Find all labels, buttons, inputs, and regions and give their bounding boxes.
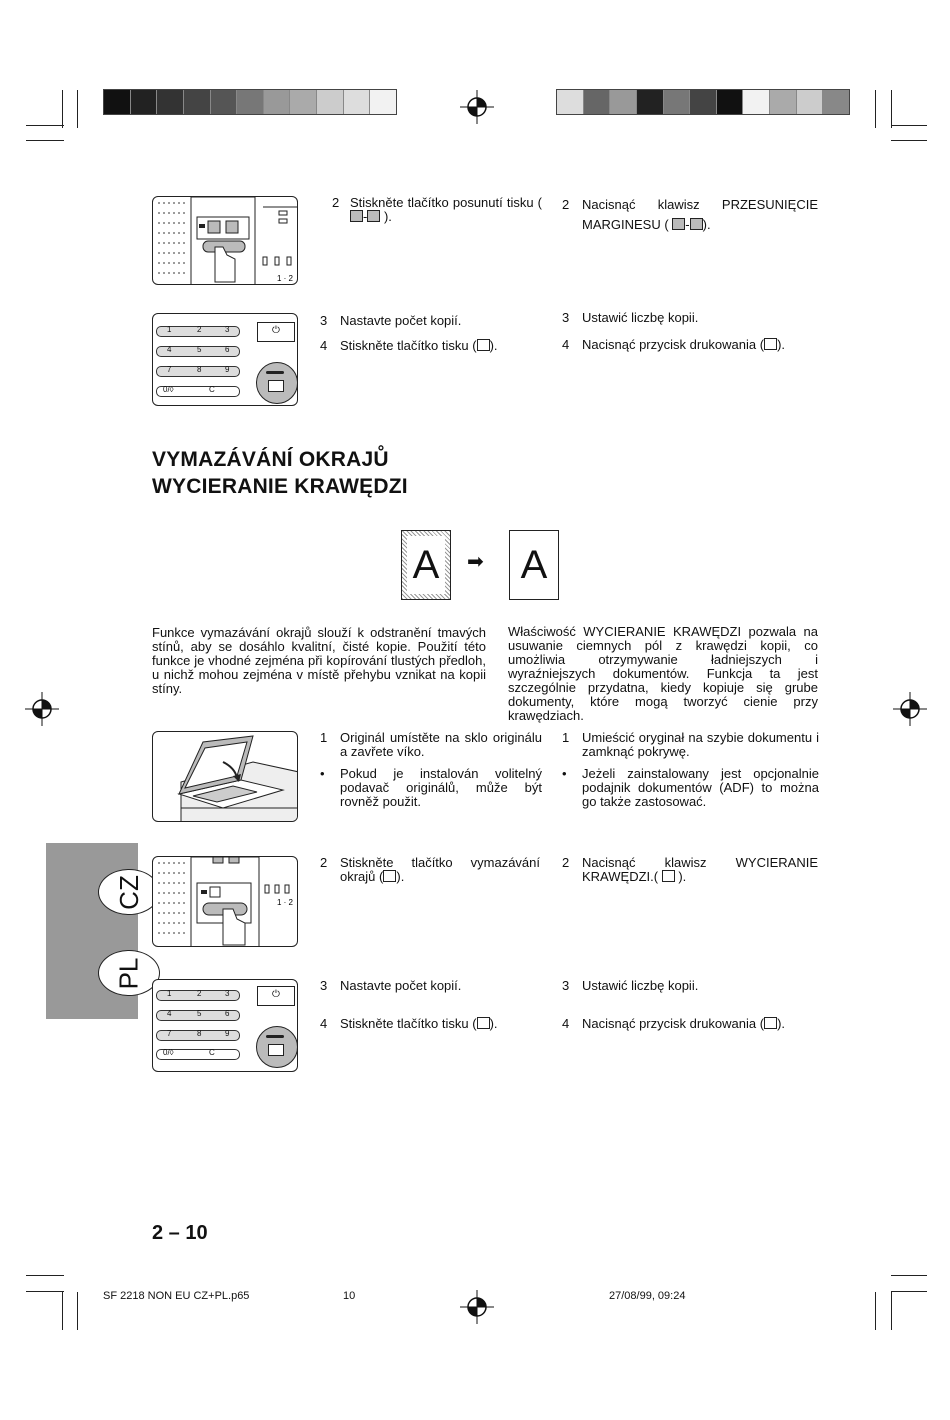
step-text-end: ). — [678, 869, 687, 884]
step-text-end: ). — [702, 217, 711, 232]
step-text-end: ). — [777, 1016, 786, 1031]
step-number: 3 — [562, 310, 570, 325]
calibration-swatch — [264, 90, 291, 114]
step-text: Nacisnąć klawisz WYCIERANIE KRAWĘDZI.( — [582, 855, 818, 884]
calibration-swatch — [770, 90, 797, 114]
margin-shift-icon — [367, 210, 380, 222]
print-icon — [764, 338, 777, 350]
bullet-icon: • — [320, 766, 325, 781]
calibration-swatch — [290, 90, 317, 114]
step-text-end: ). — [396, 869, 405, 884]
step-text: Nacisnąć klawisz PRZESUNIĘCIE MARGINESU ( — [582, 197, 818, 232]
svg-text:1 · 2: 1 · 2 — [277, 898, 294, 907]
step-text: Stiskněte tlačítko posunutí tisku ( — [350, 195, 542, 210]
cz-step-2-edge-erase — [320, 856, 540, 884]
section-title-cz: VYMAZÁVÁNÍ OKRAJŮ — [152, 448, 389, 471]
step-text-end: ). — [383, 209, 392, 224]
calibration-swatch — [211, 90, 238, 114]
language-side-tab — [46, 843, 144, 1019]
edge-erase-after-diagram — [509, 530, 559, 600]
section-title-pl: WYCIERANIE KRAWĘDZI — [152, 475, 408, 498]
step-text-end: ). — [777, 337, 786, 352]
pl-bullet-feeder — [562, 767, 819, 809]
calibration-swatch — [344, 90, 371, 114]
edge-erase-icon — [383, 870, 396, 882]
intro-pl: Właściwość WYCIERANIE KRAWĘDZI pozwala na usuwanie ciemnych pól z krawędzi kopii, co umożliwia otrzymywanie ładniejszych i wyraźniejszych dokumentów. Funkcja ta jest szczególnie przydatna, kiedy kopiuje się grube dokumenty, które mogą tworzyć cienie przy krawędziach. — [508, 624, 818, 723]
keypad-row: 7 8 9 — [156, 366, 240, 377]
keypad-row: 1 2 3 — [156, 990, 240, 1001]
calibration-swatch — [557, 90, 584, 114]
step-number: 1 — [562, 730, 570, 745]
print-icon — [477, 339, 490, 351]
power-button-icon: ⏻ — [257, 986, 295, 1006]
step-number: 3 — [562, 978, 570, 993]
step-number: 2 — [562, 855, 570, 870]
step-number: 2 — [562, 197, 570, 212]
pl-step-3-copies — [562, 311, 818, 325]
step-text: Ustawić liczbę kopii. — [582, 978, 699, 993]
step-number: 2 — [320, 855, 328, 870]
cz-step-3-copies — [320, 979, 540, 993]
registration-mark-icon — [460, 90, 494, 124]
registration-mark-icon — [460, 1290, 494, 1324]
margin-shift-icon — [350, 210, 363, 222]
calibration-swatch — [610, 90, 637, 114]
step-text-end: ). — [489, 1016, 498, 1031]
calibration-swatch — [717, 90, 744, 114]
pl-step-3-copies — [562, 979, 818, 993]
calibration-swatch — [184, 90, 211, 114]
bullet-text: Pokud je instalován volitelný podavač originálů, může být rovněž použit. — [340, 766, 542, 809]
keypad-row: 0/◊ C — [156, 1049, 240, 1060]
pl-step-1-original — [562, 731, 819, 759]
step-number: 4 — [320, 1016, 328, 1031]
calibration-swatch — [823, 90, 849, 114]
print-icon — [477, 1017, 490, 1029]
calibration-swatch — [584, 90, 611, 114]
footer-page: 10 — [343, 1290, 356, 1302]
power-button-icon: ⏻ — [257, 322, 295, 342]
step-text: Nastavte počet kopií. — [340, 313, 462, 328]
step-text: Stiskněte tlačítko vymazávání okrajů ( — [340, 855, 540, 884]
bullet-icon: • — [562, 766, 567, 781]
step-number: 3 — [320, 313, 328, 328]
keypad-row: 1 2 3 — [156, 326, 240, 337]
calibration-swatch — [637, 90, 664, 114]
step-number: 3 — [320, 978, 328, 993]
calibration-swatch — [131, 90, 158, 114]
keypad-panel-illustration — [152, 313, 298, 406]
pl-step-2-margin-shift: 2 Nacisnąć klawisz PRZESUNIĘCIE MARGINESU ( - ). — [562, 197, 818, 232]
svg-text:1 · 2: 1 · 2 — [277, 274, 294, 283]
pl-step-2-edge-erase — [562, 856, 818, 884]
step-text: Ustawić liczbę kopii. — [582, 310, 699, 325]
step-text: Nacisnąć przycisk drukowania ( — [582, 1016, 765, 1031]
calibration-swatch — [317, 90, 344, 114]
calibration-swatch — [797, 90, 824, 114]
cz-step-3-copies — [320, 314, 540, 328]
keypad-row: 4 5 6 — [156, 1010, 240, 1021]
step-number: 4 — [320, 338, 328, 353]
arrow-icon: ➡ — [467, 551, 484, 573]
step-number: 2 — [332, 195, 340, 210]
pl-step-4-print — [562, 338, 818, 352]
calibration-swatch — [104, 90, 131, 114]
cz-step-4-print — [320, 339, 540, 353]
step-text: Nacisnąć przycisk drukowania ( — [582, 337, 765, 352]
footer-datetime: 27/08/99, 09:24 — [609, 1290, 686, 1302]
registration-mark-icon — [893, 692, 927, 726]
before-letter: A — [412, 543, 440, 587]
step-text: Stiskněte tlačítko tisku ( — [340, 338, 477, 353]
calibration-bar-left — [103, 89, 397, 115]
calibration-swatch — [237, 90, 264, 114]
step-text-end: ). — [489, 338, 498, 353]
cz-step-4-print — [320, 1017, 540, 1031]
cz-step-1-original — [320, 731, 542, 759]
copier-glass-illustration — [152, 731, 298, 822]
print-icon — [764, 1017, 777, 1029]
calibration-swatch — [157, 90, 184, 114]
step-number: 1 — [320, 730, 328, 745]
step-number: 4 — [562, 337, 570, 352]
language-tab-cz: CZ — [98, 869, 160, 915]
step-text: Originál umístěte na sklo originálu a zavřete víko. — [340, 730, 542, 759]
intro-cz: Funkce vymazávání okrajů slouží k odstranění tmavých stínů, aby se dosáhlo kvalitní, čisté kopie. Použití této funkce je vhodné zejména při kopírování tlustých předloh, u nichž mohou zejména v místě přehybu vznikat na kopii stíny. — [152, 625, 486, 696]
calibration-bar-right — [556, 89, 850, 115]
footer-filename: SF 2218 NON EU CZ+PL.p65 — [103, 1290, 250, 1302]
cz-step-2-margin-shift: 2 Stiskněte tlačítko posunutí tisku ( - ). — [332, 195, 542, 224]
language-tab-pl: PL — [98, 950, 160, 996]
calibration-swatch — [690, 90, 717, 114]
step-text: Nastavte počet kopií. — [340, 978, 462, 993]
step-text: Umieścić oryginał na szybie dokumentu i zamknąć pokrywę. — [582, 730, 819, 759]
pl-step-4-print — [562, 1017, 818, 1031]
margin-shift-panel-illustration — [152, 196, 298, 285]
after-letter: A — [520, 543, 548, 587]
cz-bullet-feeder — [320, 767, 542, 809]
bullet-text: Jeżeli zainstalowany jest opcjonalnie podajnik dokumentów (ADF) to można go także zastosować. — [582, 766, 819, 809]
keypad-row: 4 5 6 — [156, 346, 240, 357]
keypad-row: 0/◊ C — [156, 386, 240, 397]
registration-mark-icon — [25, 692, 59, 726]
calibration-swatch — [664, 90, 691, 114]
calibration-swatch — [370, 90, 396, 114]
page-number: 2 – 10 — [152, 1222, 208, 1244]
calibration-swatch — [743, 90, 770, 114]
step-number: 4 — [562, 1016, 570, 1031]
edge-erase-icon — [662, 870, 675, 882]
edge-erase-panel-illustration — [152, 856, 298, 947]
step-text: Stiskněte tlačítko tisku ( — [340, 1016, 477, 1031]
margin-shift-icon — [672, 218, 685, 230]
edge-erase-before-diagram — [401, 530, 451, 600]
keypad-row: 7 8 9 — [156, 1030, 240, 1041]
keypad-panel-illustration — [152, 979, 298, 1072]
margin-shift-icon — [690, 218, 703, 230]
